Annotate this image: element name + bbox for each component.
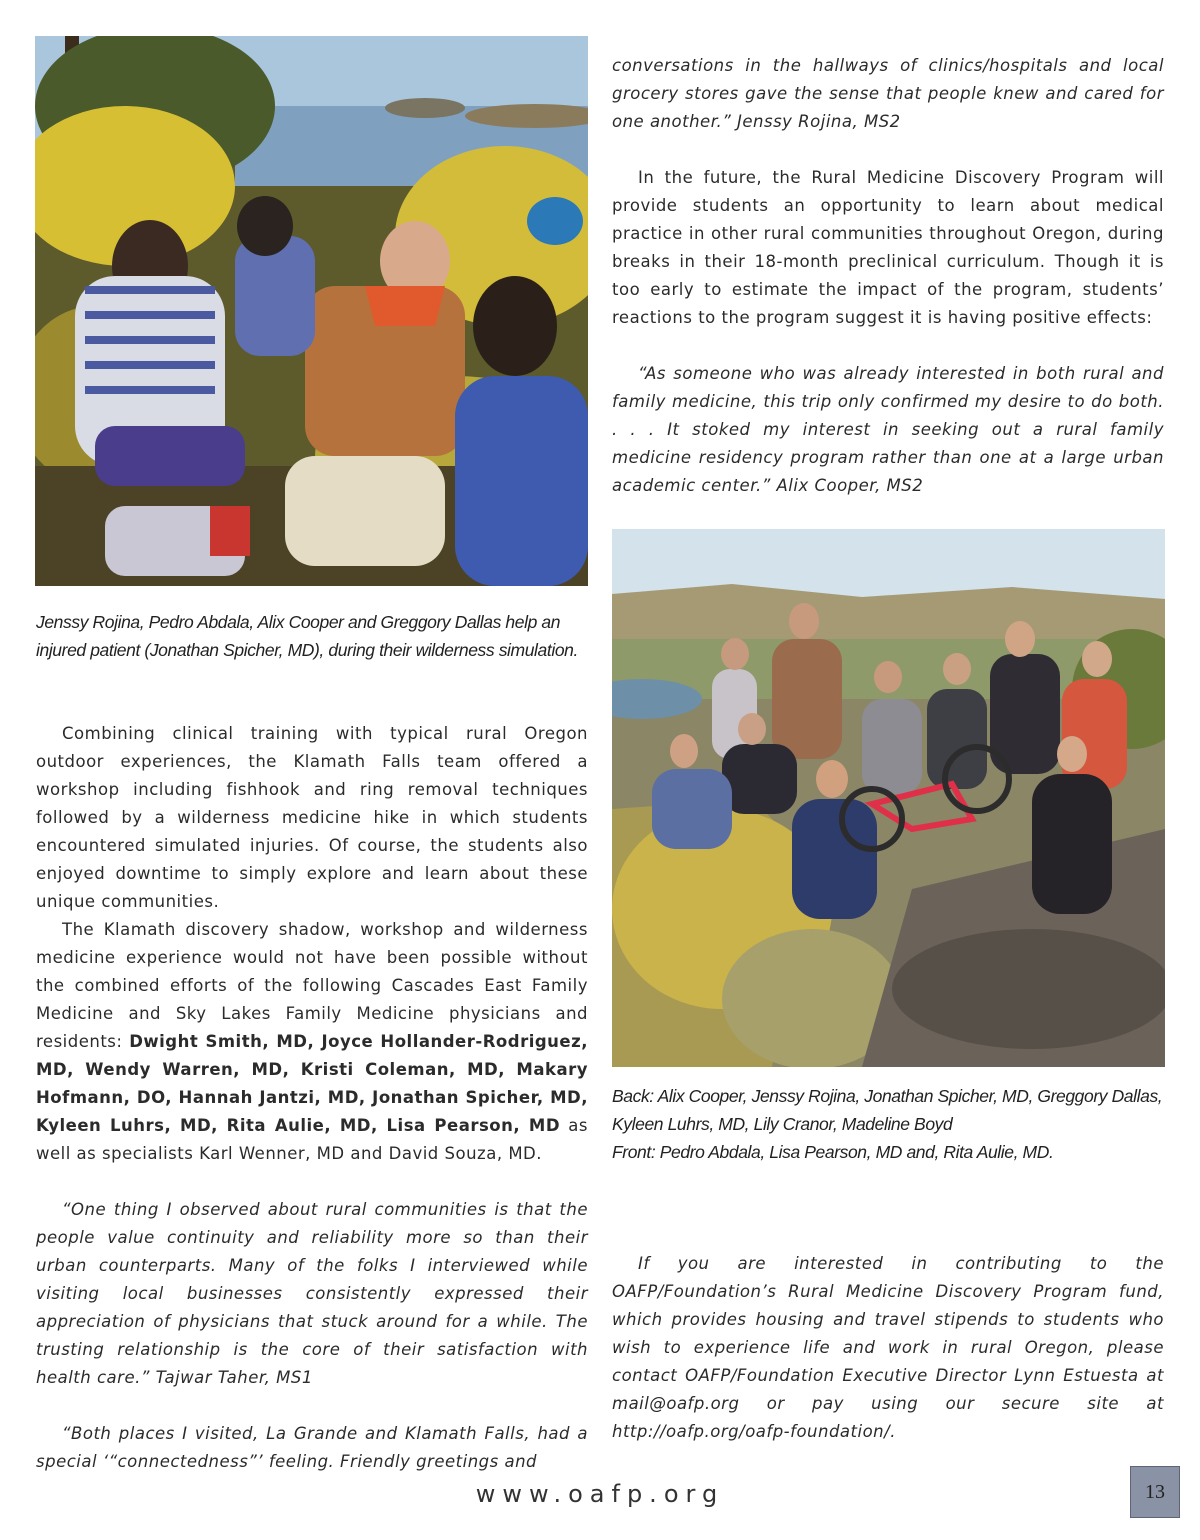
quote-alix-cooper: “As someone who was already interested in both rural and family medicine, this trip only confirmed my desire to do both. . . . It stoked my interest in seeking out a rural family medicine residency program rather than one at a large urban academic center.” Alix Cooper, MS2 — [612, 364, 1164, 495]
caption-back-row: Back: Alix Cooper, Jenssy Rojina, Jonathan Spicher, MD, Greggory Dallas, Kyleen Luhrs, MD, Lily Cranor, Madeline Boyd — [612, 1086, 1163, 1134]
future-program-paragraph: In the future, the Rural Medicine Discovery Program will provide students an opportunity to learn about medical practice in other rural communities throughout Oregon, during breaks in their 18-month preclinical curriculum. Though it is too early to estimate the impact of the program, students’ reactions to the program suggest it is having positive effects: — [612, 168, 1164, 327]
page-number: 13 — [1130, 1466, 1180, 1518]
acknowledgement-outro: as well as specialists Karl Wenner, MD and David Souza, MD. — [36, 1116, 588, 1163]
right-column-bottom — [612, 1250, 1164, 1446]
workshop-paragraph: Combining clinical training with typical rural Oregon outdoor experiences, the Klamath Falls team offered a workshop including fishhook and ring removal techniques followed by a wilderness medicine hike in which students encountered simulated injuries. Of course, the students also enjoyed downtime to simply explore and learn about these unique communities. — [36, 724, 588, 911]
wilderness-photo-caption — [36, 608, 592, 664]
group-photo — [612, 529, 1165, 1067]
acknowledgement-names: Dwight Smith, MD, Joyce Hollander-Rodriguez, MD, Wendy Warren, MD, Kristi Coleman, MD, Makary Hofmann, DO, Hannah Jantzi, MD, Jonathan Spicher, MD, Kyleen Luhrs, MD, Rita Aulie, MD, Lisa Pearson, MD — [36, 1032, 588, 1135]
left-column — [36, 720, 588, 1476]
wilderness-simulation-photo — [35, 36, 588, 586]
caption-front-row: Front: Pedro Abdala, Lisa Pearson, MD and, Rita Aulie, MD. — [612, 1142, 1054, 1162]
quote-jenssy-rojina-end: conversations in the hallways of clinics/hospitals and local grocery stores gave the sense that people knew and cared for one another.” Jenssy Rojina, MS2 — [612, 56, 1164, 131]
footer-website-url: www.oafp.org — [475, 1480, 725, 1508]
acknowledgement-intro: The Klamath discovery shadow, workshop and wilderness medicine experience would not have been possible without the combined efforts of the following Cascades East Family Medicine and Sky Lakes Family Medicine physicians and residents: — [36, 920, 588, 1051]
caption-text: Jenssy Rojina, Pedro Abdala, Alix Cooper and Greggory Dallas help an injured patient (Jonathan Spicher, MD), during their wilderness simulation. — [36, 612, 578, 660]
quote-tajwar-taher: “One thing I observed about rural communities is that the people value continuity and reliability more so than their urban counterparts. Many of the folks I interviewed while visiting local businesses consistently expressed their appreciation of physicians that stuck around for a while. The trusting relationship is the core of their satisfaction with health care.” Tajwar Taher, MS1 — [36, 1200, 588, 1387]
group-photo-caption — [612, 1082, 1168, 1166]
right-column-top — [612, 52, 1164, 500]
quote-jenssy-rojina-start: “Both places I visited, La Grande and Klamath Falls, had a special ‘“connectedness”’ feeling. Friendly greetings and — [36, 1424, 588, 1471]
contribution-paragraph: If you are interested in contributing to the OAFP/Foundation’s Rural Medicine Discovery Program fund, which provides housing and travel stipends to students who wish to experience life and work in rural Oregon, please contact OAFP/Foundation Executive Director Lynn Estuesta at mail@oafp.org or pay using our secure site at http://oafp.org/oafp-foundation/. — [612, 1254, 1164, 1441]
acknowledgement-paragraph — [36, 916, 588, 1168]
